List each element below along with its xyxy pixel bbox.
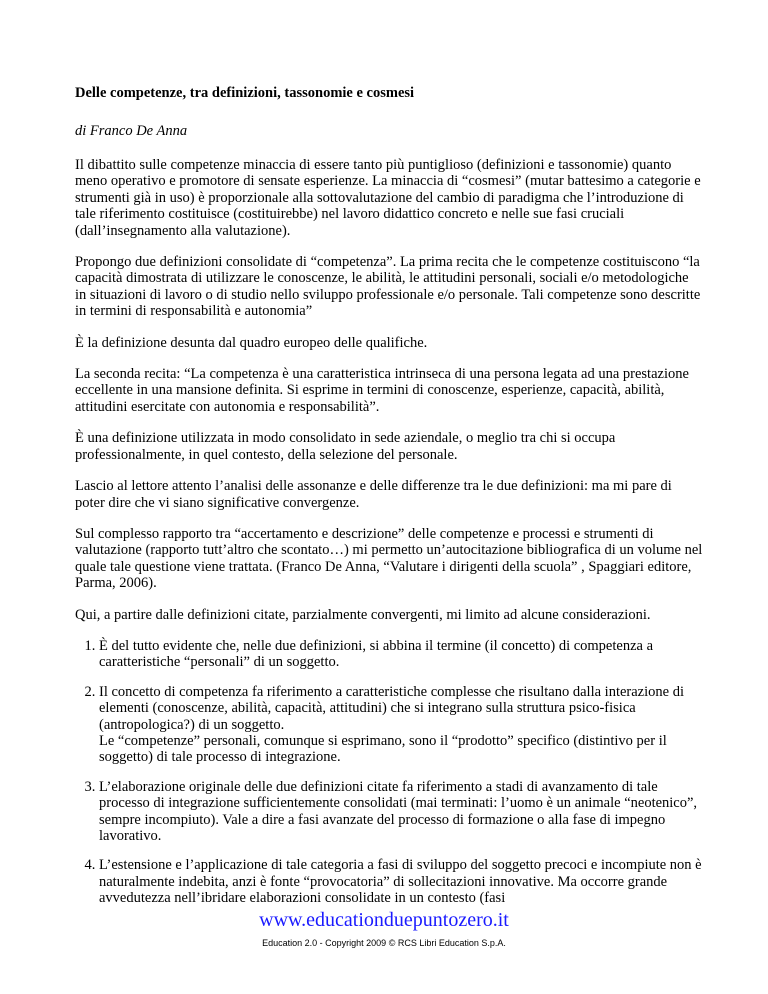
list-item bbox=[99, 684, 703, 766]
paragraph-first-definition: Propongo due definizioni consolidate di “competenza”. La prima recita che le competenze costituiscono “la capacità dimostrata di utilizzare le conoscenze, le abilità, le attitudini personali, sociali e/o metodologiche in situazioni di lavoro o di studio nello sviluppo professionale e/o personale. Tali competenze sono descritte in termini di responsabilità e autonomia” bbox=[75, 254, 701, 320]
footer-copyright: Education 2.0 - Copyright 2009 © RCS Libri Education S.p.A. bbox=[262, 938, 506, 948]
list-item bbox=[99, 638, 703, 671]
document-title: Delle competenze, tra definizioni, tassonomie e cosmesi bbox=[75, 85, 415, 101]
list-item bbox=[99, 857, 703, 906]
paragraph-eqf-source: È la definizione desunta dal quadro europeo delle qualifiche. bbox=[75, 334, 428, 351]
list-item-text: L’estensione e l’applicazione di tale categoria a fasi di sviluppo del soggetto precoci e incompiute non è naturalmente indebita, anzi è fonte “provocatoria” di sollecitazioni innovative. Ma occorre grande avvedutezza nell’ibridare elaborazioni consolidate in un contesto (fasi bbox=[99, 857, 702, 907]
paragraph-considerations: Qui, a partire dalle definizioni citate, parzialmente convergenti, mi limito ad alcune considerazioni. bbox=[75, 606, 651, 623]
paragraph-bibliography: Sul complesso rapporto tra “accertamento e descrizione” delle competenze e processi e strumenti di valutazione (rapporto tutt’altro che scontato…) mi permetto un’autocitazione bibliografica di un volume nel quale tale questione viene trattata. (Franco De Anna, “Valutare i dirigenti della scuola” , Spaggiari editore, Parma, 2006). bbox=[75, 525, 703, 592]
paragraph-corporate-source: È una definizione utilizzata in modo consolidato in sede aziendale, o meglio tra chi si occupa professionalmente, in quel contesto, della selezione del personale. bbox=[75, 430, 616, 463]
considerations-list bbox=[75, 638, 703, 907]
list-item-extra: Le “competenze” personali, comunque si esprimano, sono il “prodotto” specifico (distintivo per il soggetto) di tale processo di integrazione. bbox=[99, 732, 667, 766]
document-body bbox=[75, 84, 703, 920]
paragraph-second-definition: La seconda recita: “La competenza è una caratteristica intrinseca di una persona legata ad una prestazione eccellente in una mansione definita. Si esprime in termini di conoscenze, esperienze, capacità, abilità, attitudini esercitate con autonomia e responsabilità”. bbox=[75, 366, 689, 415]
list-item-text: È del tutto evidente che, nelle due definizioni, si abbina il termine (il concetto) di competenza a caratteristiche “personali” di un soggetto. bbox=[99, 637, 654, 671]
paragraph-intro: Il dibattito sulle competenze minaccia di essere tanto più puntiglioso (definizioni e tassonomie) quanto meno operativo e promotore di sensate esperienze. La minaccia di “cosmesi” (mutar battesimo a categorie e strumenti già in uso) è proporzionale alla sottovalutazione del cambio di paradigma che l’introduzione di tale riferimento costituisce (costituirebbe) nel lavoro didattico concreto e nelle sue fasi cruciali (dall’insegnamento alla valutazione). bbox=[75, 157, 701, 239]
list-item-text: L’elaborazione originale delle due definizioni citate fa riferimento a stadi di avanzamento di tale processo di integrazione sufficientemente consolidati (mai terminati: l’uomo è un animale “neotenico”, sempre incompiuto). Vale a dire a fasi avanzate del processo di formazione o alla fase di impegno lavorativo. bbox=[99, 778, 698, 844]
list-item bbox=[99, 779, 703, 845]
document-author: di Franco De Anna bbox=[75, 123, 188, 139]
footer-website-link[interactable]: www.educationduepuntozero.it bbox=[259, 909, 509, 931]
paragraph-reader-analysis: Lascio al lettore attento l’analisi delle assonanze e delle differenze tra le due definizioni: ma mi pare di poter dire che vi siano significative convergenze. bbox=[75, 478, 672, 511]
list-item-text: Il concetto di competenza fa riferimento a caratteristiche complesse che risultano dalla interazione di elementi (conoscenze, abilità, capacità, attitudini) che si integrano sulla struttura psico-fisica (antropologica?) di un soggetto. bbox=[99, 683, 684, 733]
